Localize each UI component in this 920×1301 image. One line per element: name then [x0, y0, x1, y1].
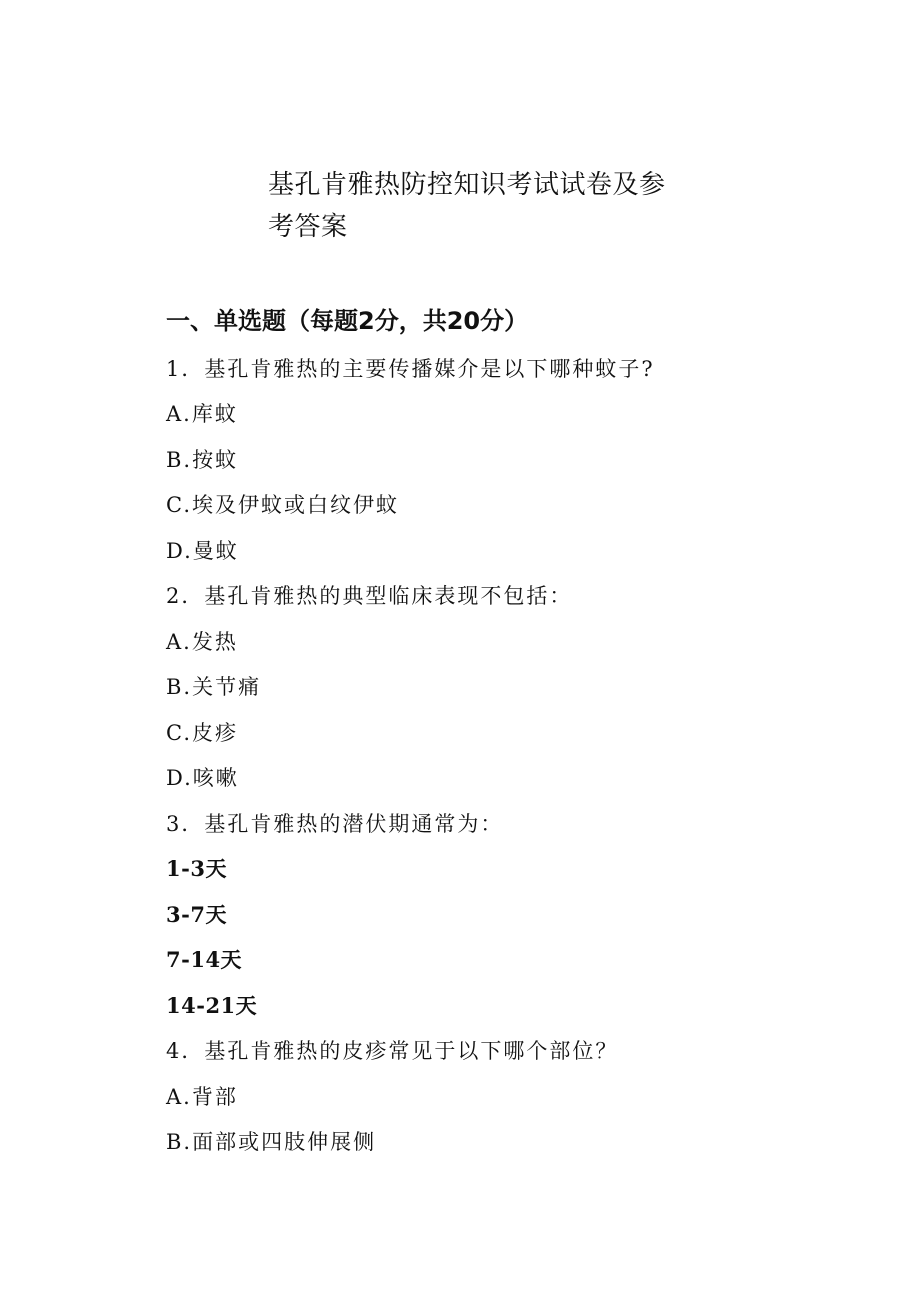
question-3-option-4: 14-21天	[166, 993, 258, 1018]
question-2-option-a: A.发热	[166, 630, 238, 654]
question-1-option-d: D.曼蚊	[166, 539, 239, 563]
section-heading: 一、单选题（每题2分，共20分）	[166, 307, 529, 335]
question-2-option-d: D.咳嗽	[166, 766, 239, 790]
document-title: 基孔肯雅热防控知识考试试卷及参考答案	[268, 170, 666, 242]
question-2: 2．基孔肯雅热的典型临床表现不包括：	[166, 584, 573, 608]
question-1-option-c: C.埃及伊蚊或白纹伊蚊	[166, 493, 399, 517]
question-3: 3．基孔肯雅热的潜伏期通常为：	[166, 812, 504, 836]
question-2-option-c: C.皮疹	[166, 721, 238, 745]
question-2-option-b: B.关节痛	[166, 675, 262, 699]
question-3-option-3: 7-14天	[166, 947, 243, 972]
question-3-option-1: 1-3天	[166, 856, 227, 881]
question-1: 1．基孔肯雅热的主要传播媒介是以下哪种蚊子?	[166, 357, 655, 381]
question-3-option-2: 3-7天	[166, 902, 227, 927]
question-4-option-b: B.面部或四肢伸展侧	[166, 1130, 377, 1154]
question-1-option-b: B.按蚊	[166, 448, 239, 472]
question-1-option-a: A.库蚊	[166, 402, 238, 426]
question-4: 4．基孔肯雅热的皮疹常见于以下哪个部位？	[166, 1039, 619, 1063]
question-4-option-a: A.背部	[166, 1085, 238, 1109]
